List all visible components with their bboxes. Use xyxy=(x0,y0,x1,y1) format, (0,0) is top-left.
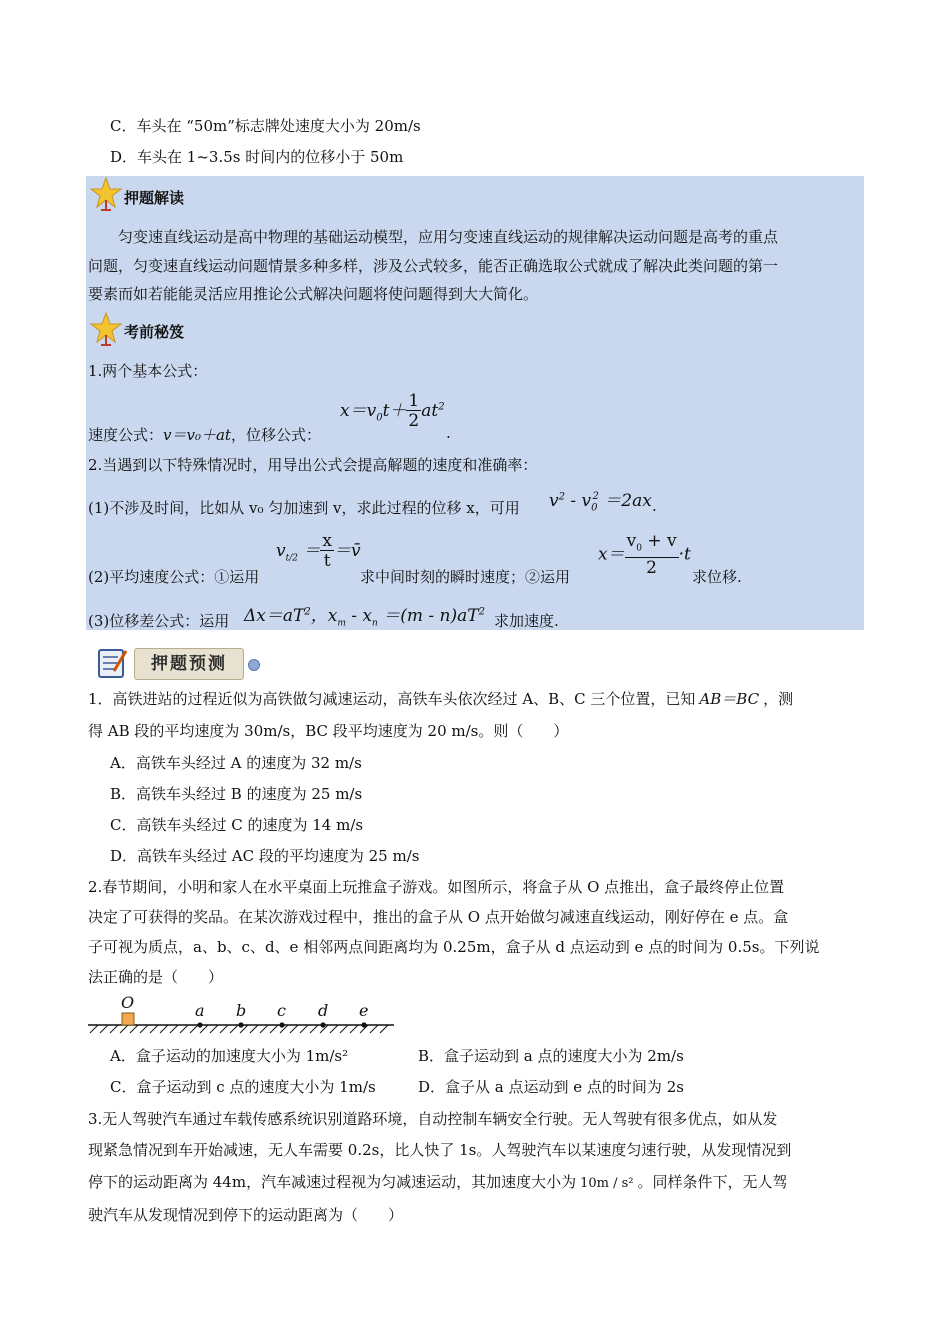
label-a: a xyxy=(195,1001,205,1020)
displacement-formula: $x=v_0t+$ $\frac{1}{2}$ $at^2$ xyxy=(340,391,445,431)
period-mark: . xyxy=(446,424,451,442)
q1-option-d[interactable]: D．高铁车头经过 AC 段的平均速度为 25 m/s xyxy=(110,847,420,865)
point-a xyxy=(197,1022,202,1027)
q2-track-figure xyxy=(86,992,398,1036)
q3-line-3-text: 停下的运动距离为 44m，汽车减速过程视为匀减速运动，其加速度大小为 xyxy=(88,1173,577,1191)
q2-line-1: 2.春节期间，小明和家人在水平桌面上玩推盒子游戏。如图所示，将盒子从 O 点推出，盒子最终停止位置 xyxy=(88,878,785,896)
section-title-interpretation: 押题解读 xyxy=(124,189,185,207)
q1-condition: AB＝BC xyxy=(699,690,760,708)
velocity-formula: v＝v₀＋at xyxy=(163,426,231,444)
q3-line-3 xyxy=(88,1171,788,1195)
velocity-formula-line xyxy=(88,424,321,446)
velocity-prefix: 速度公式： xyxy=(88,426,164,444)
q3-line-1: 3.无人驾驶汽车通过车载传感系统识别道路环境，自动控制车辆安全行驶。无人驾驶有很多优点，如从发 xyxy=(88,1110,778,1128)
notebook-pen-icon xyxy=(96,645,132,681)
q1-line-2: 得 AB 段的平均速度为 30m/s，BC 段平均速度为 20 m/s。则（ ） xyxy=(88,722,569,740)
prev-option-c: C．车头在 “50m”标志牌处速度大小为 20m/s xyxy=(110,117,421,135)
velocity-displacement-formula: $v^2 - v_0^2 =2ax$ xyxy=(549,491,652,514)
q2-option-d[interactable]: D．盒子从 a 点运动到 e 点的时间为 2s xyxy=(418,1078,684,1096)
tips-item-2-2-c: 求位移. xyxy=(692,568,742,586)
period-mark: . xyxy=(652,497,657,515)
q2-option-c[interactable]: C．盒子运动到 c 点的速度大小为 1m/s xyxy=(110,1078,376,1096)
mean-velocity-formula: $v_{t/2}$ ＝ $\frac{x}{t}$ ＝v̄ xyxy=(276,531,361,571)
q2-line-3: 子可视为质点，a、b、c、d、e 相邻两点间距离均为 0.25m，盒子从 d 点运动到 e 点的时间为 0.5s。下列说 xyxy=(88,938,820,956)
interpretation-line-1: 匀变速直线运动是高中物理的基础运动模型，应用匀变速直线运动的规律解决运动问题是高考的重点 xyxy=(118,228,779,246)
displacement-prefix: ，位移公式： xyxy=(230,426,321,444)
label-d: d xyxy=(318,1001,329,1020)
label-o: O xyxy=(121,993,135,1012)
tips-item-2-3-a: (3)位移差公式：运用 xyxy=(88,612,230,630)
q1-line-1-text: 1．高铁进站的过程近似为高铁做匀减速运动，高铁车头依次经过 A、B、C 三个位置，已知 xyxy=(88,690,696,708)
tips-item-2-2-a: (2)平均速度公式：①运用 xyxy=(88,568,260,586)
tips-item-1: 1.两个基本公式： xyxy=(88,362,208,380)
q1-option-b[interactable]: B．高铁车头经过 B 的速度为 25 m/s xyxy=(110,785,363,803)
star-pin-icon xyxy=(88,176,124,212)
q3-line-4: 驶汽车从发现情况到停下的运动距离为（ ） xyxy=(88,1206,404,1224)
interpretation-line-3: 要素而如若能能灵活应用推论公式解决问题将使问题得到大大简化。 xyxy=(88,285,539,303)
label-e: e xyxy=(359,1001,369,1020)
tips-item-2-2-b: 求中间时刻的瞬时速度；②运用 xyxy=(360,568,571,586)
q3-line-2: 现紧急情况到车开始减速，无人车需要 0.2s，比人快了 1s。人驾驶汽车以某速度匀速行驶，从发现情况到 xyxy=(88,1141,792,1159)
point-e xyxy=(361,1022,366,1027)
tips-item-2-3-b: 求加速度. xyxy=(494,612,559,630)
q1-option-c[interactable]: C．高铁车头经过 C 的速度为 14 m/s xyxy=(110,816,364,834)
interpretation-line-2: 问题，匀变速直线运动问题情景多种多样，涉及公式较多，能否正确选取公式就成了解决此类问题的第一 xyxy=(88,257,779,275)
tips-item-2: 2.当遇到以下特殊情况时，用导出公式会提高解题的速度和准确率： xyxy=(88,456,538,474)
average-displacement-formula: x＝ $\frac{v_0 + v}{2}$ ·t xyxy=(598,531,691,579)
star-pin-icon xyxy=(88,311,124,347)
difference-formula: $\Delta x=aT^2$，$x_m - x_n =(m - n)aT^2$ xyxy=(244,606,485,629)
q1-line-1 xyxy=(88,688,793,710)
banner-dot xyxy=(248,659,260,671)
q2-option-b[interactable]: B．盒子运动到 a 点的速度大小为 2m/s xyxy=(418,1047,684,1065)
section-title-tips: 考前秘笈 xyxy=(124,323,185,341)
q1-line-1-tail: ，测 xyxy=(763,690,794,708)
q3-line-3-tail: 。同样条件下，无人驾 xyxy=(637,1173,788,1191)
q2-option-a[interactable]: A．盒子运动的加速度大小为 1m/s² xyxy=(110,1047,349,1065)
label-c: c xyxy=(277,1001,286,1020)
banner-title: 押题预测 xyxy=(134,648,244,680)
box-marker xyxy=(122,1013,134,1025)
q2-line-2: 决定了可获得的奖品。在某次游戏过程中，推出的盒子从 O 点开始做匀减速直线运动，刚好停在 e 点。盒 xyxy=(88,908,789,926)
point-c xyxy=(279,1022,284,1027)
point-b xyxy=(238,1022,243,1027)
q1-option-a[interactable]: A．高铁车头经过 A 的速度为 32 m/s xyxy=(110,754,362,772)
tips-item-2-1: (1)不涉及时间，比如从 v₀ 匀加速到 v，求此过程的位移 x，可用 xyxy=(88,499,520,517)
q2-line-4: 法正确的是（ ） xyxy=(88,968,224,986)
label-b: b xyxy=(236,1001,247,1020)
point-d xyxy=(320,1022,325,1027)
q3-acceleration: 10m / s² xyxy=(580,1176,634,1191)
prev-option-d: D．车头在 1~3.5s 时间内的位移小于 50m xyxy=(110,148,404,166)
